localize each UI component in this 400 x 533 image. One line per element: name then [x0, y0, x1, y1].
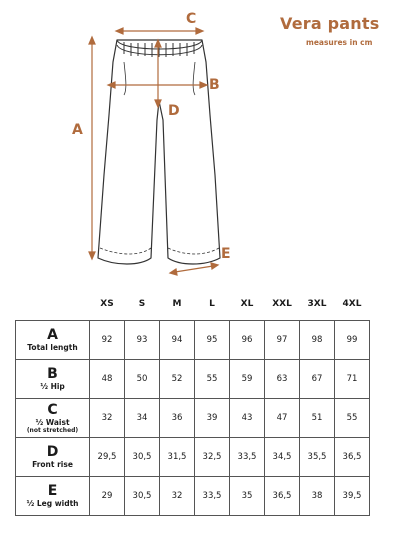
table-cell: 32,5: [195, 438, 230, 477]
table-cell: 29: [90, 477, 125, 516]
table-cell: 63: [265, 360, 300, 399]
table-cell: 47: [265, 399, 300, 438]
row-letter: D: [46, 444, 59, 460]
table-cell: 38: [300, 477, 335, 516]
size-header: 3XL: [307, 299, 327, 309]
label-e: E: [221, 246, 231, 262]
row-label: ½ Leg width: [26, 499, 79, 508]
row-label: ½ Hip: [40, 382, 65, 391]
table-cell: 30,5: [125, 438, 160, 477]
table-cell: 31,5: [160, 438, 195, 477]
size-table: [15, 288, 370, 516]
table-cell: 97: [265, 321, 300, 360]
table-cell: 59: [230, 360, 265, 399]
pants-outline: [98, 40, 220, 264]
pants-illustration: [98, 40, 220, 264]
row-header: [16, 399, 90, 438]
row-header: [16, 321, 90, 360]
row-letter: E: [47, 483, 58, 499]
table-cell: 67: [300, 360, 335, 399]
size-header: XXL: [272, 299, 292, 309]
table-cell: 43: [230, 399, 265, 438]
size-header: M: [172, 299, 182, 309]
row-header: [16, 360, 90, 399]
table-cell: 98: [300, 321, 335, 360]
table-cell: 34: [125, 399, 160, 438]
size-header: 4XL: [342, 299, 362, 309]
table-corner: [16, 288, 90, 321]
table-cell: 94: [160, 321, 195, 360]
table-cell: 29,5: [90, 438, 125, 477]
table-cell: 35: [230, 477, 265, 516]
row-note: (not stretched): [26, 426, 79, 434]
table-cell: 30,5: [125, 477, 160, 516]
label-d: D: [168, 103, 180, 119]
size-header: S: [138, 299, 146, 309]
table-row: [16, 360, 370, 399]
table-row: [16, 399, 370, 438]
row-label: Total length: [27, 343, 78, 352]
table-cell: 36,5: [335, 438, 370, 477]
page-subtitle: measures in cm: [306, 38, 373, 47]
label-b: B: [209, 77, 220, 93]
table-cell: 93: [125, 321, 160, 360]
table-cell: 92: [90, 321, 125, 360]
label-a: A: [72, 122, 83, 138]
row-header: [16, 438, 90, 477]
table-cell: 48: [90, 360, 125, 399]
table-cell: 39: [195, 399, 230, 438]
size-header: XS: [100, 299, 114, 309]
row-header: [16, 477, 90, 516]
row-letter: A: [47, 327, 58, 343]
table-cell: 50: [125, 360, 160, 399]
table-cell: 35,5: [300, 438, 335, 477]
label-c: C: [186, 11, 197, 27]
table-cell: 36: [160, 399, 195, 438]
table-cell: 55: [335, 399, 370, 438]
table-cell: 39,5: [335, 477, 370, 516]
table-cell: 71: [335, 360, 370, 399]
table-row: [16, 438, 370, 477]
table-cell: 36,5: [265, 477, 300, 516]
table-cell: 33,5: [230, 438, 265, 477]
table-cell: 96: [230, 321, 265, 360]
table-cell: 51: [300, 399, 335, 438]
table-cell: 55: [195, 360, 230, 399]
size-header: XL: [240, 299, 254, 309]
row-letter: B: [47, 366, 58, 382]
row-label: Front rise: [32, 460, 73, 469]
table-cell: 99: [335, 321, 370, 360]
table-cell: 33,5: [195, 477, 230, 516]
dimension-e-line: [175, 266, 213, 272]
table-cell: 95: [195, 321, 230, 360]
table-cell: 52: [160, 360, 195, 399]
row-label: ½ Waist: [35, 417, 70, 427]
size-header: L: [209, 299, 215, 309]
row-letter: C: [47, 401, 58, 418]
table-cell: 32: [90, 399, 125, 438]
table-row: [16, 321, 370, 360]
table-cell: 32: [160, 477, 195, 516]
table-cell: 34,5: [265, 438, 300, 477]
table-row: [16, 477, 370, 516]
page-title: Vera pants: [280, 14, 380, 33]
size-header-row: [16, 288, 370, 321]
